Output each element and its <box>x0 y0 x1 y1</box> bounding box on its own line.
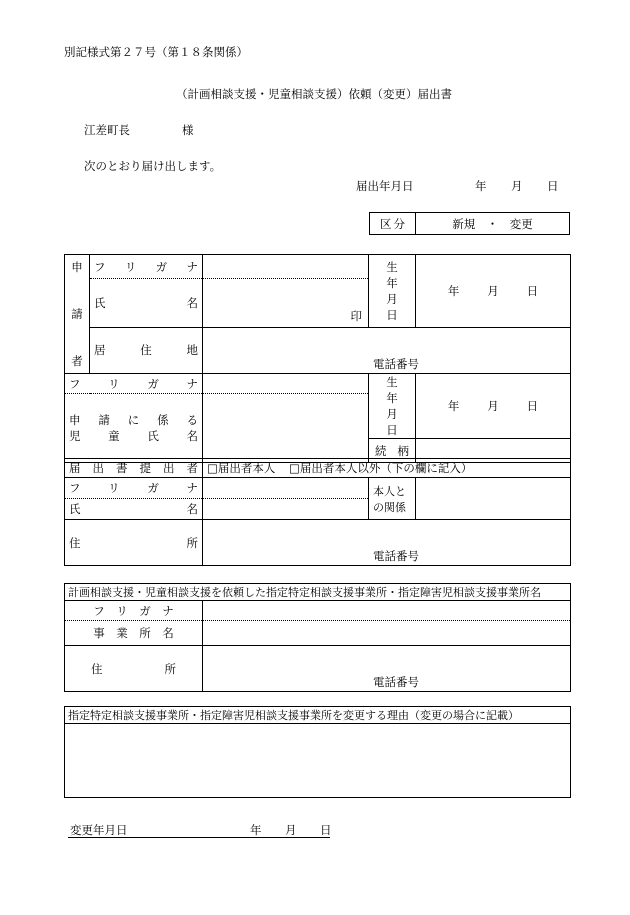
change-date-year: 年 <box>250 823 262 837</box>
applicant-name-label: 氏 名 <box>90 279 203 327</box>
office-table <box>64 583 571 692</box>
filing-date-month[interactable]: 月 <box>511 179 523 193</box>
filing-date-year[interactable]: 年 <box>475 179 487 193</box>
office-address-input[interactable] <box>203 646 571 692</box>
submitter-name-label: 氏 名 <box>65 499 203 520</box>
submitter-furigana-input[interactable] <box>203 478 369 499</box>
child-furigana-label: フ リ ガ ナ <box>65 374 203 394</box>
office-name-input[interactable] <box>203 621 571 646</box>
office-phone-label: 電話番号 <box>373 675 419 689</box>
change-date-line[interactable] <box>68 822 330 838</box>
child-name-input[interactable] <box>203 394 369 463</box>
change-date-month: 月 <box>285 823 297 837</box>
form-number: 別記様式第２７号（第１８条関係） <box>64 45 248 59</box>
submitter-table <box>64 458 571 566</box>
kubun-label: 区 分 <box>370 213 416 235</box>
submitter-self-checkbox[interactable]: □届出者本人 <box>207 461 276 475</box>
submitter-phone-label: 電話番号 <box>373 549 419 563</box>
addressee: 江差町長 <box>84 123 130 137</box>
submitter-relation-label: 本人と の関係 <box>369 478 416 520</box>
filing-date-day[interactable]: 日 <box>547 179 559 193</box>
applicant-address-input[interactable] <box>203 327 571 373</box>
child-name-label: 申 請 に 係 る 児 童 氏 名 <box>65 394 203 463</box>
change-date-label: 変更年月日 <box>70 823 128 837</box>
office-furigana-label: フ リ ガ ナ <box>65 601 203 621</box>
applicant-furigana-label: フ リ ガ ナ <box>90 255 203 279</box>
applicant-birth-date[interactable]: 年 月 日 <box>416 255 571 328</box>
child-birth-date[interactable]: 年 月 日 <box>416 374 571 439</box>
change-date-day: 日 <box>320 823 332 837</box>
submitter-address-label: 住 所 <box>65 520 203 566</box>
office-furigana-input[interactable] <box>203 601 571 621</box>
office-address-label: 住 所 <box>65 646 203 692</box>
reason-input[interactable] <box>65 724 571 798</box>
applicant-table <box>64 254 571 463</box>
child-relation-label: 続 柄 <box>369 439 416 463</box>
submitter-label: 届 出 書 提 出 者 <box>65 459 203 478</box>
child-furigana-input[interactable] <box>203 374 369 394</box>
submitter-name-input[interactable] <box>203 499 369 520</box>
kubun-table <box>369 212 570 235</box>
applicant-name-input[interactable] <box>203 279 369 327</box>
submitter-address-input[interactable] <box>203 520 571 566</box>
filing-date-label: 届出年月日 <box>356 179 414 193</box>
applicant-phone-label: 電話番号 <box>373 357 419 371</box>
applicant-address-label: 居 住 地 <box>90 327 203 373</box>
applicant-birth-label: 生 年 月 日 <box>369 255 416 328</box>
applicant-side-label: 申 請 者 <box>65 255 90 374</box>
addressee-honorific: 様 <box>182 123 194 137</box>
kubun-value[interactable]: 新規 ・ 変更 <box>416 213 570 235</box>
reason-table <box>64 706 571 798</box>
intro-text: 次のとおり届け出します。 <box>84 159 222 173</box>
submitter-relation-input[interactable] <box>416 478 571 520</box>
reason-heading: 指定特定相談支援事業所・指定障害児相談支援事業所を変更する理由（変更の場合に記載） <box>65 707 571 724</box>
seal-mark: 印 <box>350 308 362 323</box>
form-title: （計画相談支援・児童相談支援）依頼（変更）届出書 <box>176 87 452 101</box>
submitter-other-checkbox[interactable]: □届出者本人以外（下の欄に記入） <box>289 461 473 475</box>
office-heading: 計画相談支援・児童相談支援を依頼した指定特定相談支援事業所・指定障害児相談支援事業所名 <box>65 584 571 601</box>
applicant-furigana-input[interactable] <box>203 255 369 279</box>
office-name-label: 事 業 所 名 <box>65 621 203 646</box>
submitter-furigana-label: フ リ ガ ナ <box>65 478 203 499</box>
child-birth-label: 生 年 月 日 <box>369 374 416 439</box>
